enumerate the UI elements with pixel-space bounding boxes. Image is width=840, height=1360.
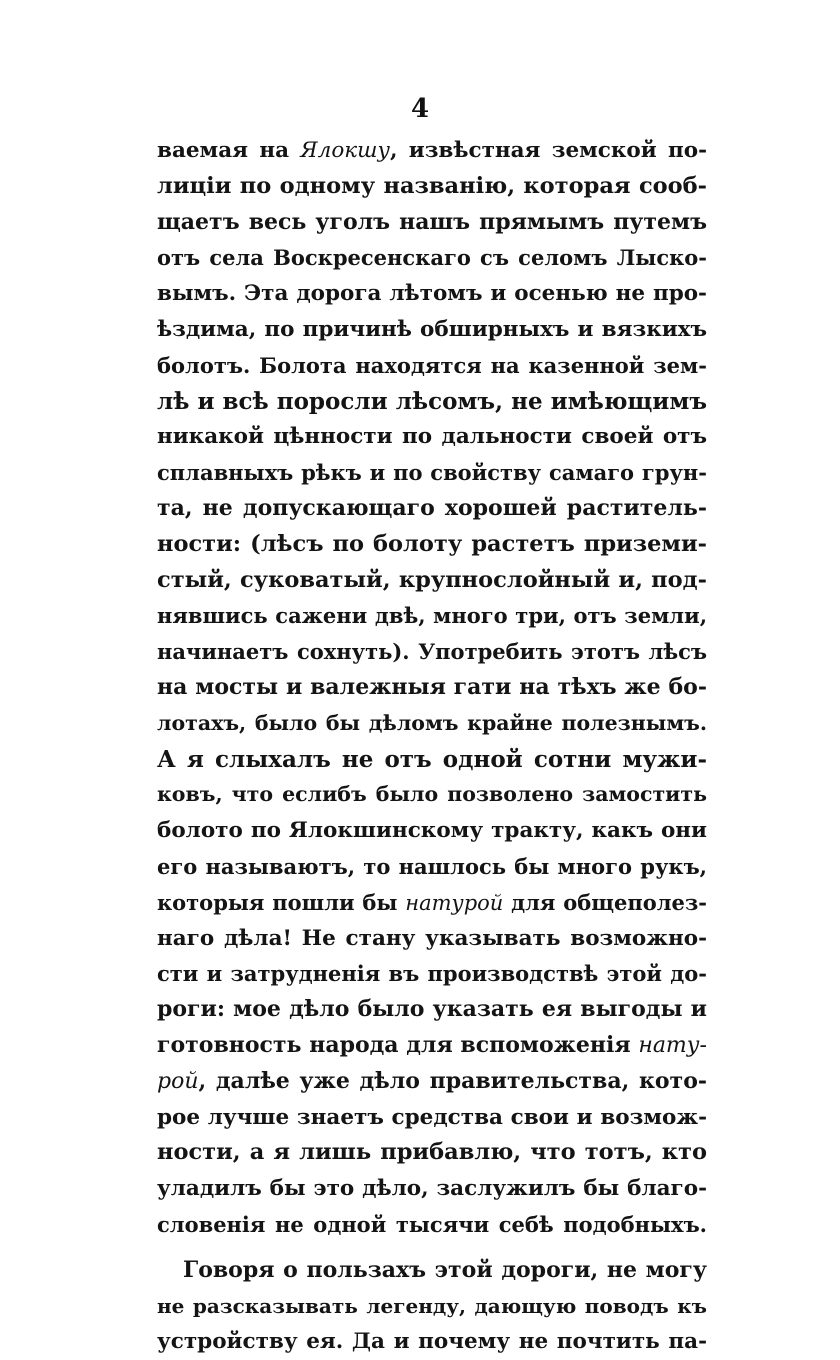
text-span: болотъ. Болота находятся на казенной зем- — [157, 352, 707, 378]
text-span: ности: (лѣсъ по болоту растетъ приземи- — [157, 530, 707, 557]
text-span: никакой цѣнности по дальности своей отъ — [157, 424, 707, 450]
text-line — [157, 849, 707, 885]
text-line — [157, 455, 707, 491]
text-span: болото по Ялокшинскому тракту, какъ они — [157, 818, 707, 844]
text-line — [157, 956, 707, 992]
text-line — [157, 169, 707, 205]
text-line — [157, 276, 707, 312]
text-span: ѣздима, по причинѣ обширныхъ и вязкихъ — [157, 316, 707, 342]
text-span: готовность народа для вспоможенія — [157, 1031, 639, 1058]
text-span: лѣ и всѣ поросли лѣсомъ, не имѣющимъ — [157, 387, 707, 415]
text-span: сти и затрудненія въ производствѣ этой до- — [157, 961, 707, 987]
paragraph-start-line — [157, 1253, 707, 1289]
text-line — [157, 885, 707, 921]
text-span: , извѣстная земской по- — [389, 138, 707, 163]
text-span: отъ села Воскресенскаго съ селомъ Лыско- — [157, 245, 707, 271]
text-line — [157, 527, 707, 563]
text-span: роги: мое дѣло было указать ея выгоды и — [157, 996, 707, 1023]
text-span: стый, суковатый, крупнослойный и, под- — [157, 566, 707, 593]
text-span: для общеполез- — [503, 889, 707, 915]
text-line — [157, 133, 707, 169]
body-text — [157, 133, 707, 1360]
text-line — [157, 563, 707, 599]
text-line — [157, 205, 707, 241]
text-span: словенія не одной тысячи себѣ подобныхъ. — [157, 1211, 707, 1237]
text-span: , далѣе уже дѣло правительства, кото- — [198, 1067, 707, 1094]
text-line — [157, 1028, 707, 1064]
text-line — [157, 777, 707, 813]
text-span: лиціи по одному названію, которая сооб- — [157, 172, 707, 199]
text-line — [157, 813, 707, 849]
text-span: его называютъ, то нашлось бы много рукъ, — [157, 853, 707, 879]
text-line — [157, 1289, 707, 1325]
text-line — [157, 1100, 707, 1136]
text-span: начинаетъ сохнуть). Употребить этотъ лѣсъ — [157, 639, 707, 665]
text-span: А я слыхалъ не отъ одной сотни мужи- — [157, 745, 707, 773]
text-span: нявшись сажени двѣ, много три, отъ земли, — [157, 603, 707, 629]
text-span: не разсказывать легенду, дающую поводъ къ — [157, 1293, 707, 1318]
text-line — [157, 921, 707, 957]
text-span: которыя пошли бы — [157, 889, 406, 915]
text-span: ности, а я лишь прибавлю, что тотъ, кто — [157, 1139, 707, 1166]
text-span: лотахъ, было бы дѣломъ крайне полезнымъ. — [157, 710, 707, 735]
text-line — [157, 1135, 707, 1171]
text-span: на мосты и валежныя гати на тѣхъ же бо- — [157, 673, 707, 700]
text-span: сплавныхъ рѣкъ и по свойству самаго грун- — [157, 460, 707, 486]
text-span: устройству ея. Да и почему не почтить па- — [157, 1329, 707, 1355]
text-span: вымъ. Эта дорога лѣтомъ и осенью не про- — [157, 281, 707, 307]
text-line — [157, 706, 707, 742]
text-line — [157, 670, 707, 706]
text-line — [157, 1324, 707, 1360]
italic-text-span: натурой — [405, 890, 504, 915]
text-line — [157, 384, 707, 420]
italic-text-span: рой — [157, 1068, 199, 1094]
italic-text-span: Ялокшу — [300, 138, 390, 163]
text-line — [157, 240, 707, 276]
text-span: рое лучше знаетъ средства свои и возмож- — [157, 1104, 707, 1130]
text-line — [157, 1064, 707, 1100]
text-span: ваемая на — [157, 138, 301, 163]
text-span: та, не допускающаго хорошей раститель- — [157, 494, 707, 521]
text-line — [157, 419, 707, 455]
text-span: наго дѣла! Не стану указывать возможно- — [157, 925, 707, 951]
text-line — [157, 634, 707, 670]
text-span: щаетъ весь уголъ нашъ прямымъ путемъ — [157, 208, 707, 235]
text-span: ковъ, что еслибъ было позволено замостить — [157, 782, 707, 807]
text-line — [157, 1207, 707, 1243]
text-line — [157, 312, 707, 348]
text-line — [157, 742, 707, 778]
text-line — [157, 1171, 707, 1207]
text-line — [157, 491, 707, 527]
text-line — [157, 598, 707, 634]
text-span: Говоря о пользахъ этой дороги, не могу — [183, 1256, 707, 1283]
text-span: уладилъ бы это дѣло, заслужилъ бы благо- — [157, 1176, 707, 1202]
text-line — [157, 992, 707, 1028]
italic-text-span: нату- — [638, 1032, 707, 1058]
page-number: 4 — [410, 94, 430, 124]
text-line — [157, 348, 707, 384]
